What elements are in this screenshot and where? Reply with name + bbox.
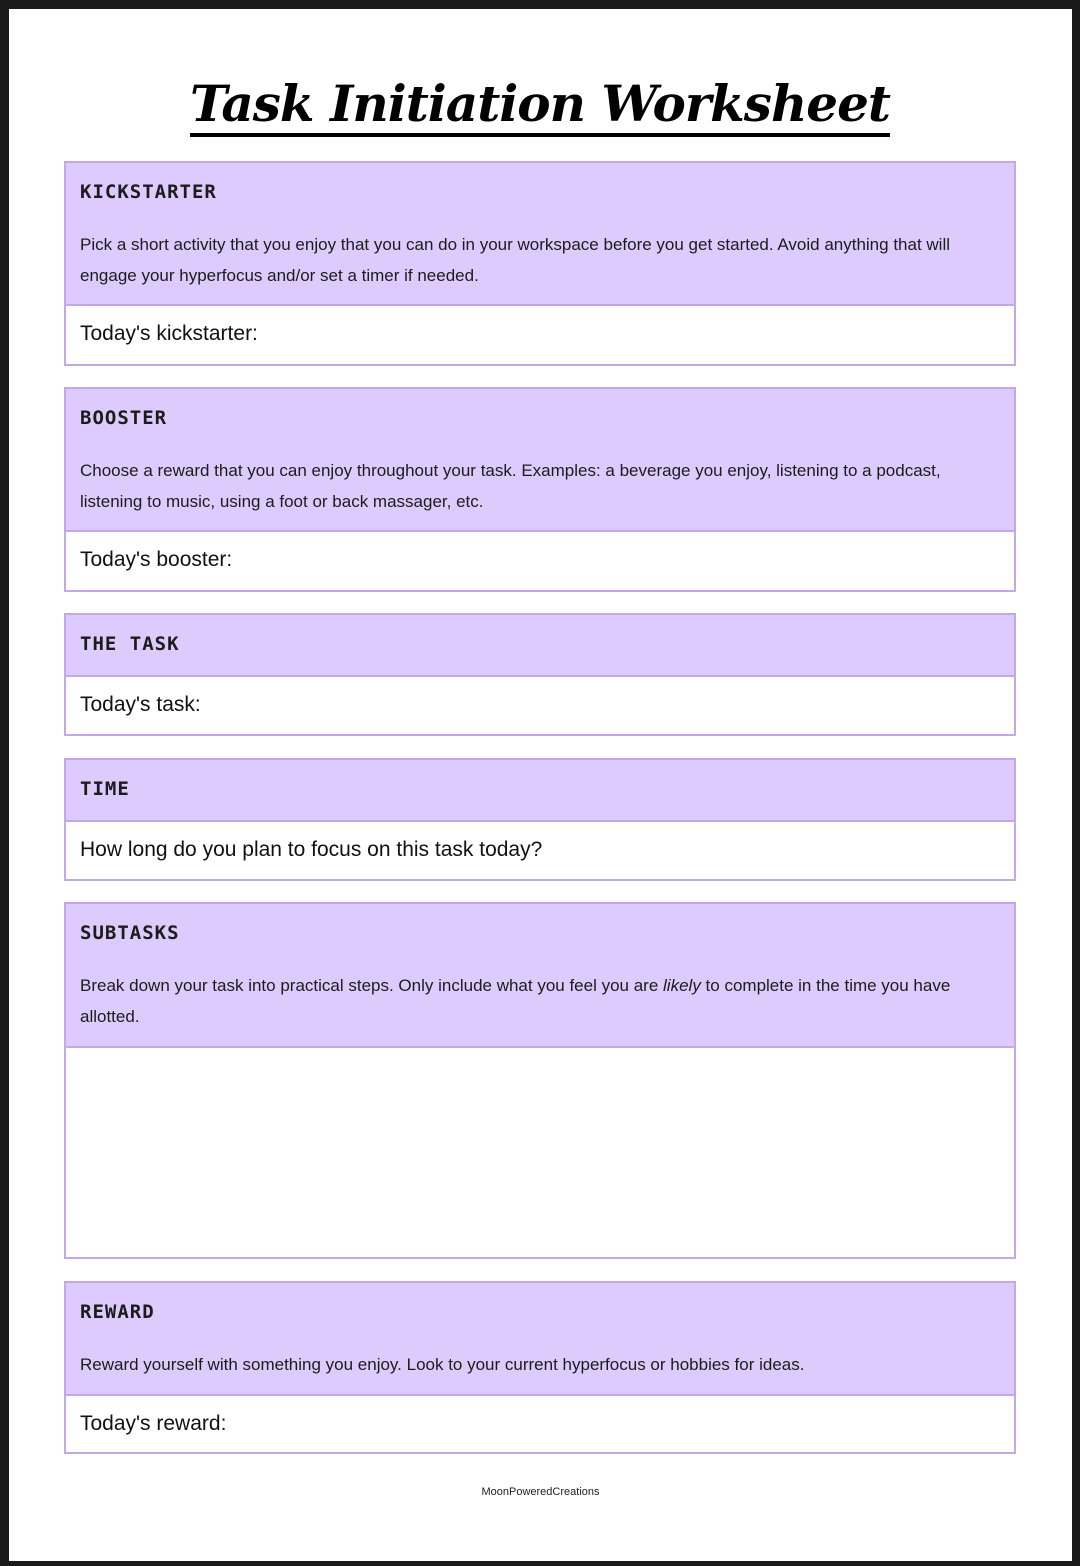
section-description: Choose a reward that you can enjoy throughout your task. Examples: a beverage you enjoy, listening to a podcast, listening to music, using a foot or back massager, etc. <box>80 461 941 511</box>
section-kickstarter <box>64 161 1016 366</box>
description-text: to complete in the time you have allotted. <box>80 976 951 1026</box>
section-label: KICKSTARTER <box>80 181 217 203</box>
section-time <box>64 758 1016 881</box>
description-emphasis: likely <box>663 976 701 995</box>
time-answer-field[interactable] <box>66 822 1014 879</box>
description-text: Break down your task into practical steps. Only include what you feel you are <box>80 976 664 995</box>
section-reward-header <box>66 1283 1014 1396</box>
section-subtasks-header <box>66 904 1014 1048</box>
worksheet-page <box>9 9 1072 1561</box>
task-prompt: Today's task: <box>80 693 201 716</box>
section-time-header <box>66 760 1014 822</box>
section-task <box>64 613 1016 736</box>
booster-answer-field[interactable] <box>66 532 1014 590</box>
booster-prompt: Today's booster: <box>80 548 233 571</box>
section-label: BOOSTER <box>80 407 168 429</box>
section-label: REWARD <box>80 1301 155 1323</box>
section-label: SUBTASKS <box>80 922 180 944</box>
reward-prompt: Today's reward: <box>80 1412 227 1435</box>
section-description <box>80 970 994 1032</box>
section-label: THE TASK <box>80 633 180 655</box>
reward-answer-field[interactable] <box>66 1396 1014 1452</box>
task-answer-field[interactable] <box>66 677 1014 734</box>
section-description: Pick a short activity that you enjoy that you can do in your workspace before you get started. Avoid anything that will engage your hyperfocus and/or set a timer if needed. <box>80 235 951 285</box>
section-reward <box>64 1281 1016 1454</box>
kickstarter-answer-field[interactable] <box>66 306 1014 364</box>
time-prompt: How long do you plan to focus on this task today? <box>80 838 543 861</box>
section-booster-header <box>66 389 1014 532</box>
section-booster <box>64 387 1016 592</box>
section-description: Reward yourself with something you enjoy. Look to your current hyperfocus or hobbies for ideas. <box>80 1355 805 1374</box>
footer-credit: MoonPoweredCreations <box>481 1486 600 1498</box>
section-kickstarter-header <box>66 163 1014 306</box>
kickstarter-prompt: Today's kickstarter: <box>80 322 258 345</box>
section-task-header <box>66 615 1014 677</box>
page-title-text: Task Initiation Worksheet <box>190 74 890 137</box>
section-subtasks <box>64 902 1016 1259</box>
section-label: TIME <box>80 778 130 800</box>
page-title <box>0 71 1080 137</box>
subtasks-answer-area[interactable] <box>66 1048 1014 1257</box>
